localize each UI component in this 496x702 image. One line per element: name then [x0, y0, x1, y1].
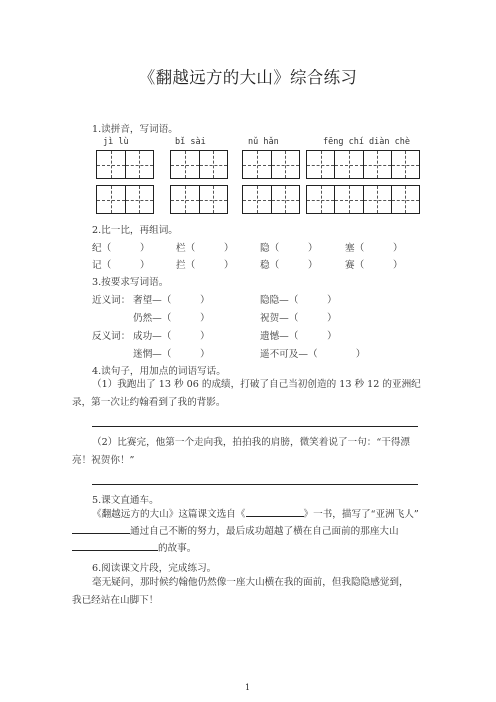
antonym-item: 成功—（ ） [133, 331, 210, 342]
q5-heading: 5.课文直通车。 [92, 495, 159, 506]
q4-sentence-2-cont: 亮！祝贺你！” [72, 455, 135, 466]
writing-grid-1b[interactable] [96, 185, 154, 214]
q2-item: 栏（ ） [176, 243, 234, 254]
q2-item: 赛（ ） [345, 260, 403, 271]
q4-sentence-2: （2）比赛完，他第一个走向我，拍拍我的肩膀，微笑着说了一句：“干得漂 [92, 437, 411, 448]
q2-item: 纪（ ） [92, 243, 150, 254]
q5-text-line-1 [92, 506, 419, 523]
q1-heading: 1.读拼音，写词语。 [92, 124, 178, 135]
antonym-label: 反义词： [92, 331, 131, 342]
synonym-item: 仍然—（ ） [133, 313, 210, 324]
q4-sentence-1-cont: 录，第一次让约翰看到了我的背影。 [72, 397, 226, 408]
writing-grid-2a[interactable] [170, 150, 228, 179]
q5-text-line-3 [72, 540, 196, 557]
answer-line-2[interactable] [92, 484, 418, 485]
writing-grid-2b[interactable] [170, 185, 228, 214]
synonym-item: 祝贺—（ ） [260, 313, 337, 324]
q3-heading: 3.按要求写词语。 [92, 277, 169, 288]
q6-passage-line-2: 我已经站在山脚下！ [72, 595, 159, 606]
page-title: 《翻越远方的大山》综合练习 [138, 68, 358, 87]
synonym-label: 近义词： [92, 295, 131, 306]
q6-heading: 6.阅读课文片段，完成练习。 [92, 563, 217, 574]
pinyin-4: fēng chí diàn chè [323, 137, 410, 147]
blank-story[interactable] [72, 540, 158, 551]
antonym-item: 遗憾—（ ） [260, 331, 337, 342]
antonym-item: 迷惘—（ ） [133, 349, 210, 360]
blank-person-name[interactable] [72, 523, 130, 534]
q4-sentence-1: （1）我跑出了 13 秒 06 的成绩，打破了自己当初创造的 13 秒 12 的亚洲纪 [92, 379, 421, 390]
q5-text-a: 《翻越远方的大山》这篇课文选自《 [92, 509, 246, 520]
q2-item: 记（ ） [92, 260, 150, 271]
writing-grid-4a[interactable] [306, 150, 420, 179]
q5-text-line-2 [72, 523, 399, 540]
q6-passage-line-1: 毫无疑问，那时候约翰他仍然像一座大山横在我的面前，但我隐隐感觉到， [92, 577, 409, 588]
q2-item: 拦（ ） [176, 260, 234, 271]
synonym-item: 隐隐—（ ） [260, 295, 337, 306]
blank-book-title[interactable] [246, 506, 304, 517]
writing-grid-3a[interactable] [242, 150, 300, 179]
q2-item: 塞（ ） [345, 243, 403, 254]
pinyin-3: nǔ hǎn [248, 137, 279, 147]
writing-grid-4b[interactable] [306, 185, 420, 214]
pinyin-1: jì lù [103, 137, 129, 147]
synonym-item: 奢望—（ ） [133, 295, 210, 306]
q4-heading: 4.读句子，用加点的词语写话。 [92, 366, 226, 377]
q5-text-d: 的故事。 [158, 543, 197, 554]
q5-text-c: 通过自己不断的努力，最后成功超越了横在自己面前的那座大山 [130, 526, 399, 537]
page-number: 1 [245, 683, 251, 692]
q2-item: 稳（ ） [260, 260, 318, 271]
q2-heading: 2.比一比，再组词。 [92, 225, 178, 236]
answer-line-1[interactable] [92, 426, 418, 427]
q2-item: 隐（ ） [260, 243, 318, 254]
writing-grid-3b[interactable] [242, 185, 300, 214]
q5-text-b: 》一书，描写了“亚洲飞人” [303, 509, 419, 520]
pinyin-2: bǐ sài [175, 137, 206, 147]
antonym-item: 遥不可及—（ ） [260, 349, 366, 360]
writing-grid-1a[interactable] [96, 150, 154, 179]
